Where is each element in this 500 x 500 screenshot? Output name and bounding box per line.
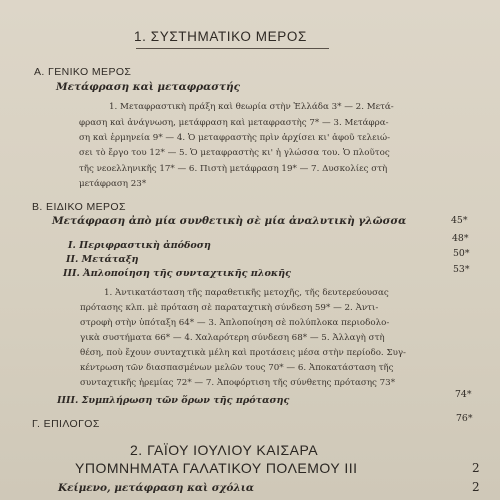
part-b-item-label: Ι. Περιφραστικὴ ἀπόδοση (68, 240, 211, 251)
part-b-text-line: συνταχτικῆς ἠρεμίας 72* — 7. Ἀποφόρτιση τῆς σύνθετης πρότασης 73* (80, 378, 396, 388)
section1-title-underline (136, 48, 329, 49)
part-b-text-line: γικὰ συστήματα 66* — 4. Χαλαρότερη σύνδεση 68* — 5. Ἀλλαγὴ στὴ (80, 333, 385, 343)
part-a-text-line: τῆς νεοελληνικῆς 17* — 6. Πιστὴ μετάφραση 19* — 7. Δυσκολίες στὴ (79, 164, 388, 174)
part-b-item-page: 53* (453, 264, 470, 275)
section1-title: 1. ΣΥΣΤΗΜΑΤΙΚΟ ΜΕΡΟΣ (134, 29, 307, 44)
part-b-item-label: ΙΙΙ. Ἀπλοποίηση τῆς συνταχτικῆς πλοκῆς (63, 268, 291, 279)
part-b-item-label: ΙΙΙΙ. Συμπλήρωση τῶν ὅρων τῆς πρότασης (57, 395, 290, 406)
part-c-heading: Γ. ΕΠΙΛΟΓΟΣ (32, 418, 100, 430)
part-b-text-line: θέση, ποὺ ἔχουν συνταχτικὰ μέλη καὶ προτάσεις μέσα στὴν περίοδο. Συγ- (80, 348, 406, 358)
part-b-item-label: ΙΙ. Μετάταξη (66, 254, 139, 265)
part-b-item-page: 50* (453, 248, 470, 259)
part-b-text-line: 1. Ἀντικατάσταση τῆς παραθετικῆς μετοχῆς, τῆς δευτερεύουσας (104, 288, 389, 298)
section2-page: 2 (472, 461, 480, 475)
part-a-text-line: σει τὸ ἔργο του 12* — 5. Ὁ μεταφραστὴς κι' ἡ γλώσσα του. Ὁ πλοῦτος (79, 148, 390, 158)
part-a-text-line: 1. Μεταφραστικὴ πράξη καὶ θεωρία στὴν Ἑλλάδα 3* — 2. Μετά- (109, 102, 394, 112)
part-b-item-page: 48* (452, 233, 469, 244)
section2-page: 2 (472, 480, 480, 494)
part-a-text-line: ση καὶ ἑρμηνεία 9* — 4. Ὁ μεταφραστὴς πρὶν ἀρχίσει κι' ἀφοῦ τελειώ- (79, 133, 391, 143)
part-b-text-line: πρότασης κλπ. μὲ πρόταση σὲ παραταχτικὴ σύνδεση 59* — 2. Ἀντι- (80, 303, 379, 313)
section2-title-line2: ΥΠΟΜΝΗΜΑΤΑ ΓΑΛΑΤΙΚΟΥ ΠΟΛΕΜΟΥ ΙΙΙ (75, 460, 358, 476)
part-c-page: 76* (456, 413, 473, 424)
part-a-subtitle: Μετάφραση καὶ μεταφραστής (56, 81, 241, 93)
part-b-item-page: 74* (455, 389, 472, 400)
section2-subtitle: Κείμενο, μετάφραση καὶ σχόλια (58, 482, 254, 494)
part-b-heading: Β. ΕΙΔΙΚΟ ΜΕΡΟΣ (32, 201, 126, 213)
part-a-text-line: μετάφραση 23* (79, 179, 147, 189)
part-b-text-line: στροφὴ στὴν ὑπόταξη 64* — 3. Ἀπλοποίηση σὲ πολύπλοκα περιοδολο- (80, 318, 390, 328)
part-a-heading: Α. ΓΕΝΙΚΟ ΜΕΡΟΣ (34, 66, 132, 78)
part-b-text-line: κέντρωση τῶν διασπασμένων μελῶν τους 70* — 6. Ἀποκατάσταση τῆς (80, 363, 394, 373)
part-b-subtitle-page: 45* (451, 215, 468, 226)
part-a-text-line: φραση καὶ ἀνάγνωση, μετάφραση καὶ μεταφραστὴς 7* — 3. Μετάφρα- (79, 118, 389, 128)
part-b-subtitle: Μετάφραση ἀπὸ μία συνθετικὴ σὲ μία ἀναλυτικὴ γλῶσσα (52, 215, 407, 227)
section2-title-line1: 2. ΓΑΪΟΥ ΙΟΥΛΙΟΥ ΚΑΙΣΑΡΑ (130, 442, 319, 458)
